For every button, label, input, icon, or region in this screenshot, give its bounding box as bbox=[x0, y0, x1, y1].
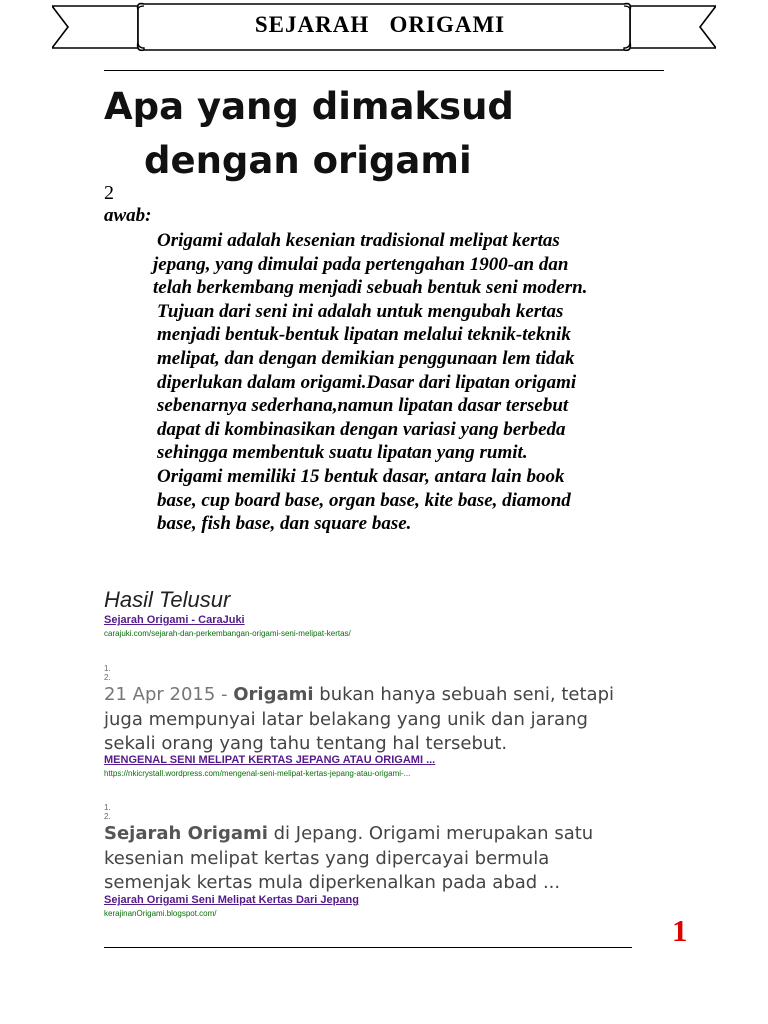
answer-label: awab: bbox=[104, 205, 152, 226]
answer-line: base, cup board base, organ base, kite base, diamond bbox=[157, 489, 571, 511]
answer-paragraph bbox=[153, 229, 677, 536]
results-title: Hasil Telusur bbox=[104, 587, 231, 612]
result-2-snippet bbox=[104, 683, 664, 757]
result-3-link[interactable]: Sejarah Origami Seni Melipat Kertas Dari Jepang bbox=[104, 894, 359, 906]
result-2-url: https://nkicrystall.wordpress.com/mengenal-seni-melipat-kertas-jepang-atau-origami-... bbox=[104, 769, 411, 778]
result-2-keyword: Origami bbox=[233, 684, 314, 705]
top-rule bbox=[104, 70, 664, 71]
result-2-line-2: juga mempunyai latar belakang yang unik dan jarang bbox=[104, 708, 588, 730]
answer-line: diperlukan dalam origami.Dasar dari lipatan origami bbox=[157, 371, 577, 393]
result-3-line-2: kesenian melipat kertas yang dipercayai bermula bbox=[104, 847, 550, 869]
answer-line: melipat, dan dengan demikian penggunaan lem tidak bbox=[157, 347, 575, 369]
answer-line: Origami adalah kesenian tradisional melipat kertas bbox=[157, 230, 560, 251]
banner-title: SEJARAH ORIGAMI bbox=[254, 12, 506, 37]
answer-line: base, fish base, dan square base. bbox=[157, 513, 412, 535]
page-number: 1 bbox=[672, 913, 688, 948]
answer-line: jepang, yang dimulai pada pertengahan 1900-an dan bbox=[153, 253, 569, 275]
result-3-line-1: di Jepang. Origami merupakan satu bbox=[267, 823, 594, 844]
answer-line: sebenarnya sederhana,namun lipatan dasar tersebut bbox=[157, 395, 569, 417]
result-3-keyword: Sejarah Origami bbox=[104, 823, 268, 844]
answer-line: telah berkembang menjadi sebuah bentuk seni modern. bbox=[153, 277, 588, 299]
result-2-marker-2: 2. bbox=[104, 673, 111, 682]
result-3-url: kerajinanOrigami.blogspot.com/ bbox=[104, 909, 217, 918]
answer-line: sehingga membentuk suatu lipatan yang rumit. bbox=[157, 442, 528, 464]
answer-line: menjadi bentuk-bentuk lipatan melalui teknik-teknik bbox=[157, 324, 571, 346]
result-3-marker-1: 1. bbox=[104, 803, 111, 812]
result-2-line-1: bukan hanya sebuah seni, tetapi bbox=[313, 684, 615, 705]
result-2-line-3: sekali orang yang tahu tentang hal tersebut. bbox=[104, 733, 508, 754]
result-1-url: carajuki.com/sejarah-dan-perkembangan-origami-seni-melipat-kertas/ bbox=[104, 629, 351, 638]
answer-line: dapat di kombinasikan dengan variasi yang berbeda bbox=[157, 418, 566, 440]
result-3-line-3: semenjak kertas mula diperkenalkan pada abad ... bbox=[104, 872, 561, 893]
heading-line-1: Apa yang dimaksud bbox=[104, 85, 514, 128]
bottom-rule bbox=[104, 947, 632, 948]
result-3-marker-2: 2. bbox=[104, 812, 111, 821]
result-2-link[interactable]: MENGENAL SENI MELIPAT KERTAS JEPANG ATAU ORIGAMI ... bbox=[104, 754, 436, 766]
result-1-link[interactable]: Sejarah Origami - CaraJuki bbox=[104, 614, 245, 626]
result-3-snippet bbox=[104, 822, 664, 896]
page-heading bbox=[104, 80, 514, 188]
result-2-date: 21 Apr 2015 - bbox=[104, 684, 234, 705]
question-number: 2 bbox=[104, 182, 114, 204]
result-2-marker-1: 1. bbox=[104, 664, 111, 673]
answer-line: Origami memiliki 15 bentuk dasar, antara lain book bbox=[157, 465, 565, 487]
heading-line-2: dengan origami bbox=[144, 139, 472, 182]
answer-line: Tujuan dari seni ini adalah untuk mengubah kertas bbox=[157, 300, 564, 322]
